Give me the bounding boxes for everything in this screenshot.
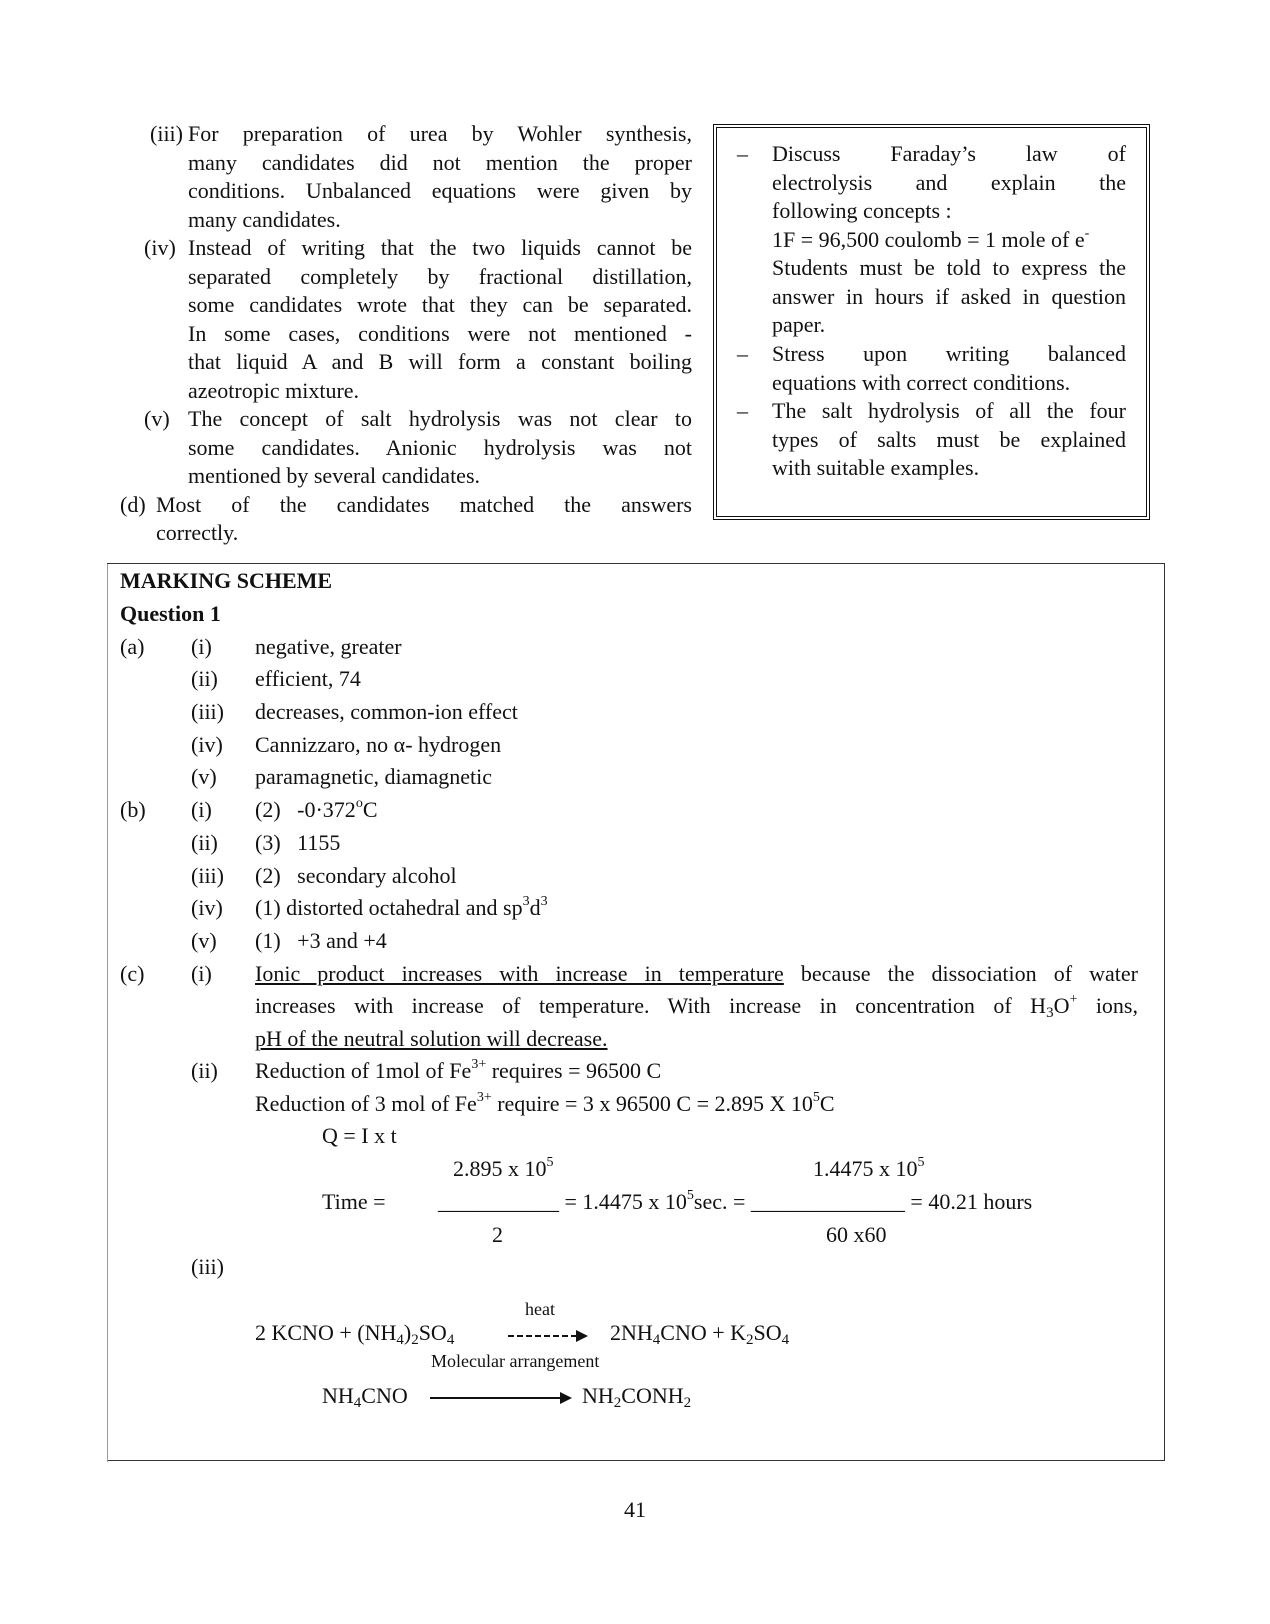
observation-line: azeotropic mixture. (188, 377, 360, 403)
item-number: (ii) (191, 666, 218, 691)
answer-text: Ionic product increases with increase in temperature because the dissociation of water (255, 961, 1138, 986)
item-number: (iv) (191, 732, 223, 757)
dash-bullet: – (737, 398, 748, 423)
suggestion-line: following concepts : (772, 198, 952, 223)
answer-text: Cannizzaro, no α- hydrogen (255, 732, 502, 757)
answer-text: (3) 1155 (255, 830, 341, 855)
observation-line: correctly. (156, 520, 239, 545)
time-equation: ___________ = 1.4475 x $10^5\sec$. = ______________ = 40.21 hours (438, 1188, 1033, 1214)
observation-number: (iii) (150, 121, 183, 146)
suggestion-line: equations with correct conditions. (772, 369, 1071, 395)
answer-text: negative, greater (255, 634, 402, 659)
observation-line: conditions. Unbalanced equations were given by (188, 178, 692, 203)
reaction-arrow-icon (508, 1335, 586, 1337)
observation-line: Most of the candidates matched the answers (156, 491, 692, 517)
answer-text: decreases, common-ion effect (255, 699, 518, 724)
item-number: (i) (191, 797, 212, 822)
observation-line: some candidates. Anionic hydrolysis was not (188, 434, 692, 460)
charge-formula: Q = I x t (322, 1123, 397, 1148)
observation-d (120, 491, 692, 548)
rearrangement-reactant: $NH_4CNO$ (322, 1383, 408, 1411)
observation-line: Instead of writing that the two liquids cannot be (188, 235, 692, 260)
answer-text: efficient, 74 (255, 666, 361, 691)
suggestion-item (737, 397, 1126, 483)
answer-text: Reduction of 1mol of $Fe^{3+}$ requires = 96500 C (255, 1057, 662, 1083)
dash-bullet: – (737, 141, 748, 166)
numerator-2: 1.4475 x $10^5$ (813, 1155, 925, 1181)
item-number: (ii) (191, 1058, 218, 1083)
item-number: (i) (191, 634, 212, 659)
answer-text: (1) +3 and +4 (255, 928, 387, 953)
observation-line: some candidates wrote that they can be separated. (188, 292, 692, 317)
suggestion-line: answer in hours if asked in question (772, 283, 1126, 309)
item-number: (iv) (191, 895, 223, 920)
observations-list (120, 120, 692, 548)
answer-text: paramagnetic, diamagnetic (255, 764, 492, 789)
answer-text: Reduction of 3 mol of $Fe^{3+}$ require = 3 x 96500 C = 2.895 X $10^5C$ (255, 1090, 835, 1116)
observation-number: (iv) (144, 235, 176, 260)
reaction-reactants: 2 KCNO + $(NH_4)_2SO_4$ (255, 1320, 455, 1348)
suggestion-line: Stress upon writing balanced (772, 341, 1126, 366)
observation-line: mentioned by several candidates. (188, 463, 481, 488)
part-label-c: (c) (120, 961, 145, 986)
reaction-products: $2NH_4CNO + K_2SO_4$ (610, 1320, 790, 1348)
item-number: (iii) (191, 863, 224, 888)
time-equation: Time = (322, 1189, 386, 1214)
suggestion-line: Students must be told to express the (772, 255, 1126, 280)
answer-text: (1) distorted octahedral and $sp^3d^3$ (255, 894, 548, 920)
suggestion-line: paper. (772, 312, 826, 337)
suggestion-line: Discuss Faraday’s law of (772, 141, 1126, 166)
item-number: (v) (191, 764, 217, 789)
answer-text: (2) $-0\cdot 372^oC$ (255, 796, 378, 822)
suggestion-line: electrolysis and explain the (772, 169, 1126, 195)
item-number: (v) (191, 928, 217, 953)
rearrangement-label: Molecular arrangement (431, 1351, 600, 1371)
observation-line: In some cases, conditions were not mentioned - (188, 320, 692, 346)
observation-number: (v) (144, 406, 170, 431)
observation-line: separated completely by fractional distillation, (188, 263, 692, 289)
observation-line: that liquid A and B will form a constant boiling (188, 349, 692, 374)
observation-iv (144, 234, 692, 405)
part-label-b: (b) (120, 797, 146, 822)
observation-line: For preparation of urea by Wohler synthesis, (188, 121, 692, 146)
scheme-title: MARKING SCHEME (120, 568, 333, 593)
observation-number: (d) (120, 491, 146, 517)
observation-v (144, 405, 692, 491)
denominator-2: 60 x60 (826, 1222, 887, 1247)
item-number: (iii) (191, 1254, 224, 1279)
heat-label: heat (525, 1299, 555, 1319)
observation-line: The concept of salt hydrolysis was not clear to (188, 406, 692, 431)
suggestion-item (737, 140, 1126, 340)
question-heading: Question 1 (120, 601, 221, 626)
item-number: (iii) (191, 699, 224, 724)
rearrangement-arrow-icon (430, 1397, 570, 1399)
suggestions-box (713, 124, 1150, 520)
page-number: 41 (624, 1497, 646, 1522)
observation-iii (150, 120, 692, 234)
suggestion-line: The salt hydrolysis of all the four (772, 398, 1126, 423)
answer-text: increases with increase of temperature. With increase in concentration of $H_3O^+$ ions, (255, 992, 1138, 1021)
dash-bullet: – (737, 341, 748, 366)
rearrangement-product: $NH_2CONH_2$ (582, 1383, 692, 1411)
answer-text: (2) secondary alcohol (255, 863, 457, 888)
numerator-1: 2.895 x $10^5$ (453, 1155, 554, 1181)
observation-line: many candidates. (188, 206, 341, 232)
faraday-formula: 1F = 96,500 coulomb = 1 mole of e- (772, 225, 1090, 252)
item-number: (ii) (191, 830, 218, 855)
part-label-a: (a) (120, 634, 145, 659)
suggestion-line: with suitable examples. (772, 455, 980, 480)
denominator-1: 2 (492, 1222, 503, 1247)
item-number: (i) (191, 961, 212, 986)
suggestion-line: types of salts must be explained (772, 426, 1126, 452)
marking-scheme-box (107, 563, 1165, 1461)
suggestion-item (737, 340, 1126, 397)
answer-text: pH of the neutral solution will decrease. (255, 1026, 608, 1051)
observation-line: many candidates did not mention the proper (188, 149, 692, 175)
